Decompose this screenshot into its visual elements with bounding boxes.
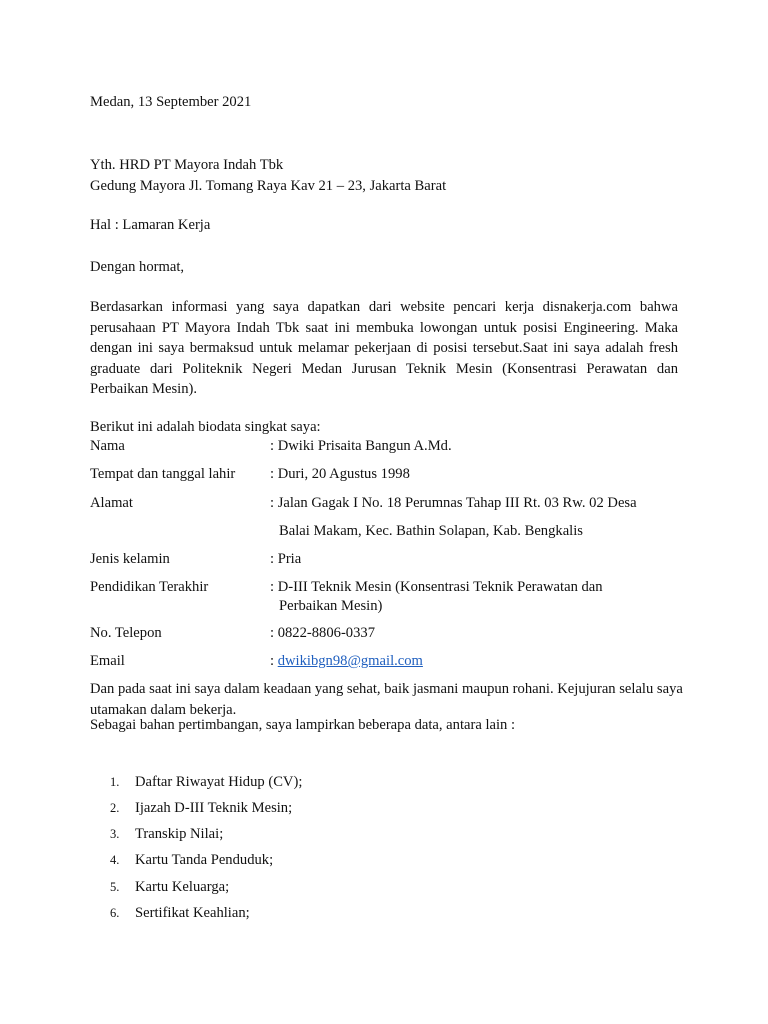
alamat-value-line-2: Balai Makam, Kec. Bathin Solapan, Kab. Bengkalis bbox=[279, 523, 583, 539]
attachments-intro: Sebagai bahan pertimbangan, saya lampirkan beberapa data, antara lain : bbox=[90, 717, 516, 733]
gender-label: Jenis kelamin bbox=[90, 551, 170, 567]
pendidikan-value-line-1: : D-III Teknik Mesin (Konsentrasi Teknik Perawatan dan bbox=[270, 579, 603, 595]
attachment-number: 6. bbox=[110, 906, 120, 920]
attachment-item: Daftar Riwayat Hidup (CV); bbox=[135, 774, 303, 790]
biodata-intro: Berikut ini adalah biodata singkat saya: bbox=[90, 419, 321, 435]
pendidikan-value-line-2: Perbaikan Mesin) bbox=[279, 598, 383, 614]
telepon-value: : 0822-8806-0337 bbox=[270, 625, 375, 641]
date-line: Medan, 13 September 2021 bbox=[90, 94, 252, 110]
alamat-label: Alamat bbox=[90, 495, 133, 511]
ttl-value: : Duri, 20 Agustus 1998 bbox=[270, 466, 410, 482]
recipient-line-2: Gedung Mayora Jl. Tomang Raya Kav 21 – 23, Jakarta Barat bbox=[90, 178, 447, 194]
attachment-number: 5. bbox=[110, 880, 120, 894]
gender-value: : Pria bbox=[270, 551, 302, 567]
greeting: Dengan hormat, bbox=[90, 259, 185, 275]
subject-line: Hal : Lamaran Kerja bbox=[90, 217, 211, 233]
email-prefix: : bbox=[270, 653, 275, 669]
nama-value: : Dwiki Prisaita Bangun A.Md. bbox=[270, 438, 452, 454]
attachment-number: 3. bbox=[110, 827, 120, 841]
email-value bbox=[270, 651, 423, 671]
ttl-label: Tempat dan tanggal lahir bbox=[90, 466, 236, 482]
health-paragraph: Dan pada saat ini saya dalam keadaan yang sehat, baik jasmani maupun rohani. Kejujuran selalu saya utamakan dalam bekerja. bbox=[90, 681, 683, 718]
intro-paragraph: Berdasarkan informasi yang saya dapatkan dari website pencari kerja disnakerja.com bahwa perusahaan PT Mayora Indah Tbk saat ini membuka lowongan untuk posisi Engineering. Maka dengan ini saya bermaksud untuk melamar pekerjaan di posisi tersebut.Saat ini saya adalah fresh graduate dari Politeknik Negeri Medan Jurusan Teknik Mesin (Konsentrasi Perawatan dan Perbaikan Mesin). bbox=[90, 299, 678, 397]
alamat-value-line-1: : Jalan Gagak I No. 18 Perumnas Tahap III Rt. 03 Rw. 02 Desa bbox=[270, 495, 637, 511]
attachment-item: Transkip Nilai; bbox=[135, 826, 224, 842]
attachment-number: 1. bbox=[110, 775, 120, 789]
nama-label: Nama bbox=[90, 438, 125, 454]
email-link[interactable]: dwikibgn98@gmail.com bbox=[277, 653, 423, 669]
telepon-label: No. Telepon bbox=[90, 625, 162, 641]
recipient-line-1: Yth. HRD PT Mayora Indah Tbk bbox=[90, 157, 284, 173]
attachment-item: Kartu Keluarga; bbox=[135, 879, 230, 895]
email-label: Email bbox=[90, 653, 125, 669]
pendidikan-label: Pendidikan Terakhir bbox=[90, 579, 209, 595]
attachment-item: Ijazah D-III Teknik Mesin; bbox=[135, 800, 293, 816]
attachment-number: 2. bbox=[110, 801, 120, 815]
attachment-item: Kartu Tanda Penduduk; bbox=[135, 852, 274, 868]
attachment-item: Sertifikat Keahlian; bbox=[135, 905, 250, 921]
attachment-number: 4. bbox=[110, 853, 120, 867]
